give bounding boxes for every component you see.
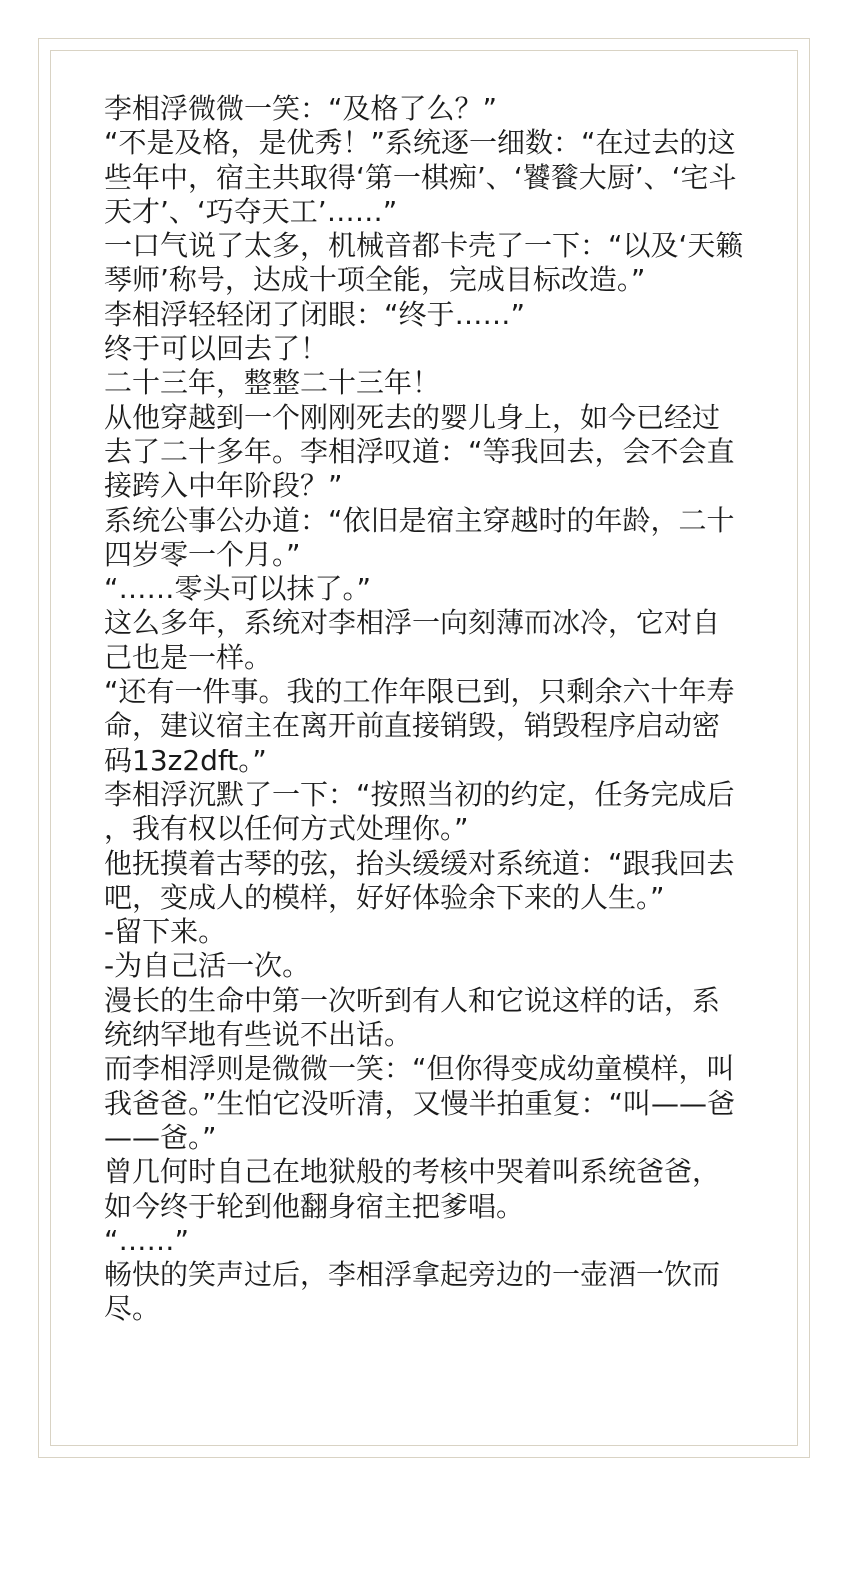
paragraph: “不是及格，是优秀！”系统逐一细数：“在过去的这些年中，宿主共取得‘第一棋痴’、‘饕餮大厨’、‘宅斗天才’、‘巧夺天工’……” — [104, 126, 737, 228]
paragraph: 李相浮轻轻闭了闭眼：“终于……” — [104, 297, 526, 331]
paragraph: 这么多年，系统对李相浮一向刻薄而冰冷，它对自己也是一样。 — [104, 606, 721, 674]
paragraph: 曾几何时自己在地狱般的考核中哭着叫系统爸爸，如今终于轮到他翻身宿主把爹唱。 — [104, 1155, 721, 1223]
paragraph: 从他穿越到一个刚刚死去的婴儿身上，如今已经过去了二十多年。李相浮叹道：“等我回去，会不会直接跨入中年阶段？” — [104, 400, 735, 503]
paragraph: -为自己活一次。 — [104, 949, 311, 983]
paragraph: 系统公事公办道：“依旧是宿主穿越时的年龄，二十四岁零一个月。” — [104, 503, 735, 571]
paragraph: “还有一件事。我的工作年限已到，只剩余六十年寿命，建议宿主在离开前直接销毁，销毁程序启动密码13z2dft。” — [104, 675, 735, 777]
paragraph: 二十三年，整整二十三年！ — [104, 366, 441, 400]
paragraph: 漫长的生命中第一次听到有人和它说这样的话，系统纳罕地有些说不出话。 — [104, 983, 721, 1052]
paragraph: 畅快的笑声过后，李相浮拿起旁边的一壶酒一饮而尽。 — [104, 1258, 721, 1326]
story-text — [104, 92, 744, 1327]
paragraph: 李相浮微微一笑：“及格了么？” — [104, 92, 498, 125]
paragraph: “……” — [104, 1223, 190, 1257]
paragraph: 终于可以回去了！ — [104, 332, 329, 366]
paragraph: 一口气说了太多，机械音都卡壳了一下：“以及‘天籁琴师’称号，达成十项全能，完成目标改造。” — [104, 229, 744, 297]
paragraph: -留下来。 — [104, 915, 227, 949]
paragraph: 而李相浮则是微微一笑：“但你得变成幼童模样，叫我爸爸。”生怕它没听清，又慢半拍重复：“叫——爸——爸。” — [104, 1052, 736, 1154]
paragraph: 李相浮沉默了一下：“按照当初的约定，任务完成后，我有权以任何方式处理你。” — [104, 777, 735, 846]
paragraph: 他抚摸着古琴的弦，抬头缓缓对系统道：“跟我回去吧，变成人的模样，好好体验余下来的人生。” — [104, 846, 735, 914]
paragraph: “……零头可以抹了。” — [104, 572, 372, 606]
